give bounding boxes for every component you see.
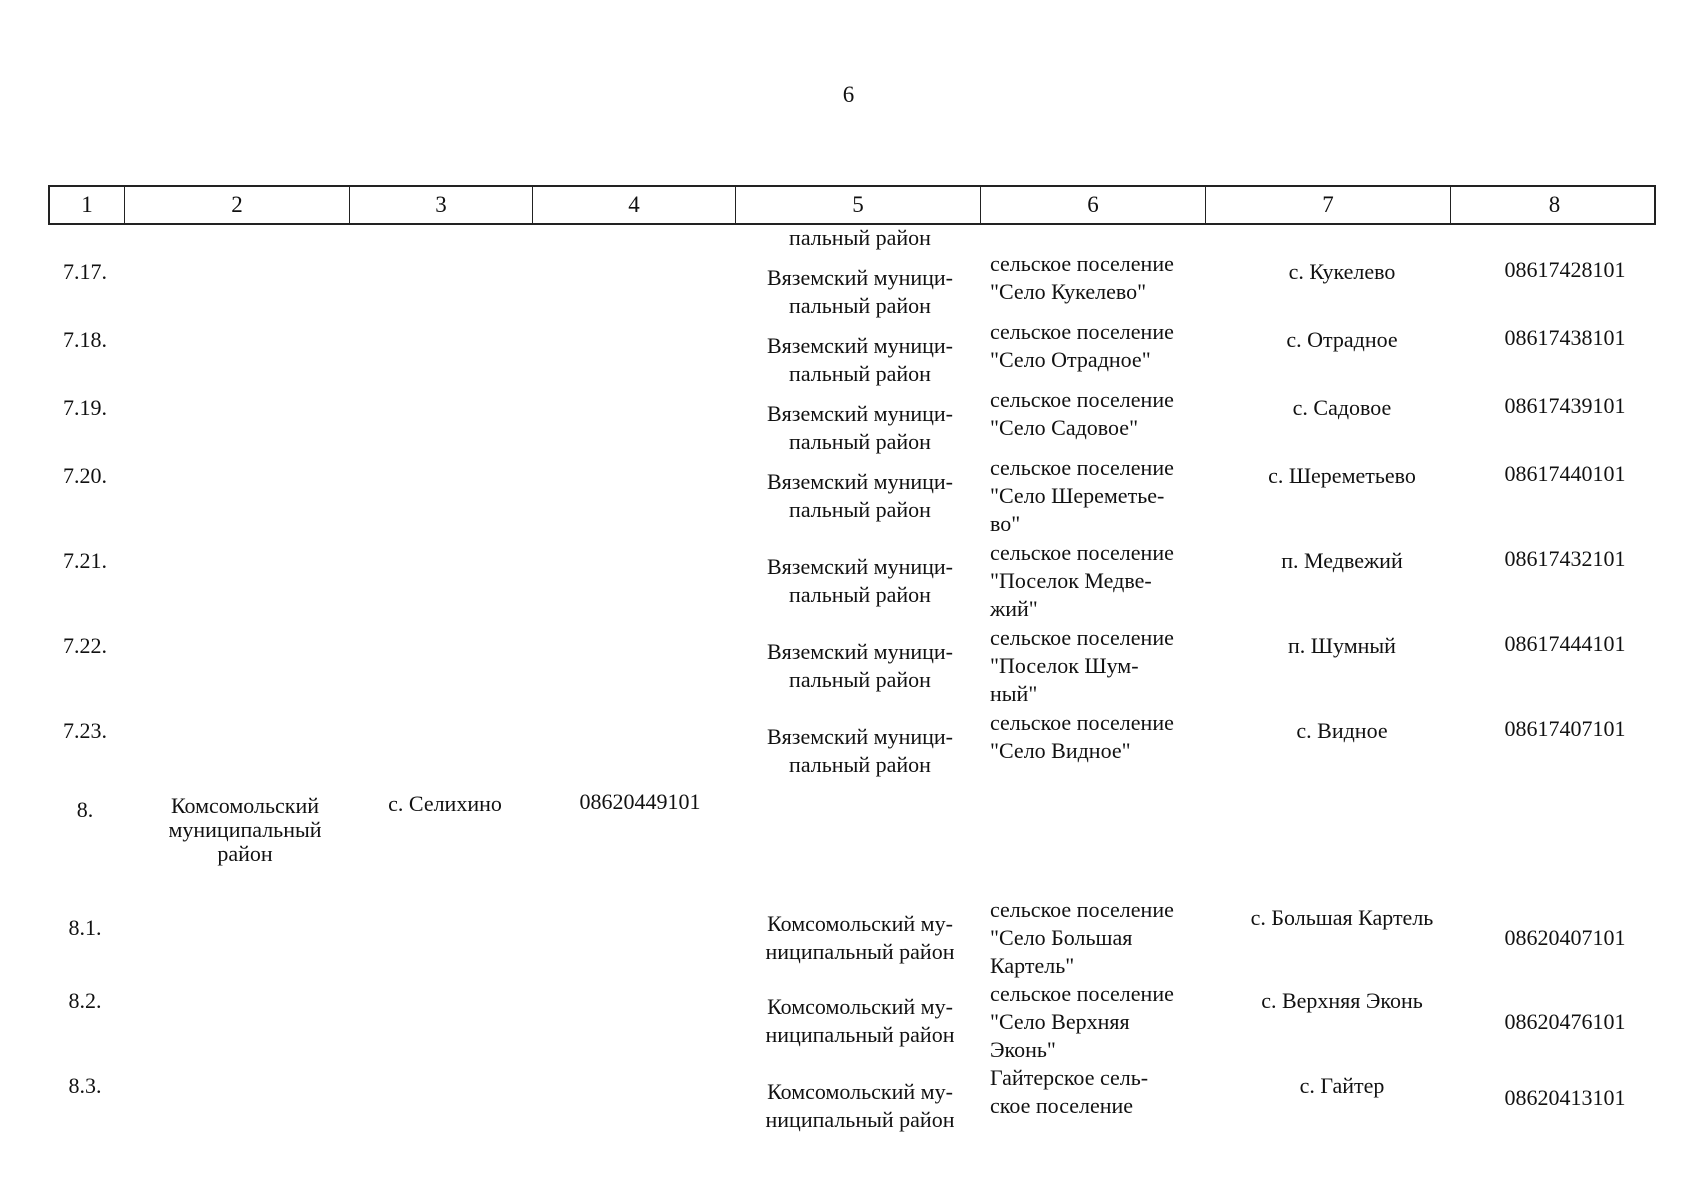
- district-cell: Вяземский муници- пальный район: [766, 639, 953, 692]
- row-number: 7.23.: [63, 718, 107, 743]
- locality-cell: с. Верхняя Эконь: [1261, 988, 1423, 1013]
- settlement-cell: сельское поселение "Село Шереметье- во": [990, 455, 1174, 536]
- row-number: 7.18.: [63, 327, 107, 352]
- locality-cell: с. Шереметьево: [1268, 463, 1416, 488]
- code-cell: 08620476101: [1504, 1009, 1626, 1034]
- district-code-cell: 08620449101: [579, 789, 701, 814]
- locality-cell: п. Медвежий: [1281, 548, 1403, 573]
- settlement-cell: сельское поселение "Село Отрадное": [990, 319, 1174, 372]
- column-header-4: 4: [533, 187, 736, 223]
- administrative-center-cell: с. Селихино: [388, 791, 502, 816]
- code-cell: 08617428101: [1504, 257, 1626, 282]
- locality-cell: п. Шумный: [1288, 633, 1396, 658]
- row-number: 8.1.: [68, 915, 102, 940]
- code-cell: 08620413101: [1504, 1085, 1626, 1110]
- row-number: 7.17.: [63, 259, 107, 284]
- table-header-row: [48, 185, 1656, 225]
- settlement-cell: сельское поселение "Село Большая Картель": [990, 897, 1174, 978]
- district-cell: Комсомольский му- ниципальный район: [765, 1079, 955, 1132]
- code-cell: 08617439101: [1504, 393, 1626, 418]
- column-header-1: 1: [50, 187, 125, 223]
- settlement-cell: сельское поселение "Село Видное": [990, 710, 1174, 763]
- code-cell: 08617438101: [1504, 325, 1626, 350]
- locality-cell: с. Садовое: [1292, 395, 1392, 420]
- row-number: 7.22.: [63, 633, 107, 658]
- district-cell: Вяземский муници- пальный район: [766, 554, 953, 607]
- locality-cell: с. Видное: [1296, 718, 1388, 743]
- code-cell: 08617444101: [1504, 631, 1626, 656]
- district-cell: Вяземский муници- пальный район: [766, 401, 953, 454]
- code-cell: 08620407101: [1504, 925, 1626, 950]
- district-cell: Вяземский муници- пальный район: [766, 469, 953, 522]
- continuation-text: пальный район: [789, 225, 931, 250]
- settlement-cell: сельское поселение "Село Садовое": [990, 387, 1174, 440]
- page-number: 6: [842, 82, 855, 107]
- settlement-cell: сельское поселение "Село Кукелево": [990, 251, 1174, 304]
- column-header-3: 3: [350, 187, 533, 223]
- settlement-cell: сельское поселение "Село Верхняя Эконь": [990, 981, 1174, 1062]
- row-number: 8.3.: [68, 1073, 102, 1098]
- column-header-5: 5: [736, 187, 981, 223]
- column-header-6: 6: [981, 187, 1206, 223]
- district-name-cell: Комсомольский муниципальный район: [168, 793, 322, 866]
- locality-cell: с. Большая Картель: [1250, 905, 1434, 930]
- locality-cell: с. Кукелево: [1288, 259, 1396, 284]
- code-cell: 08617407101: [1504, 716, 1626, 741]
- row-number: 7.20.: [63, 463, 107, 488]
- settlement-cell: сельское поселение "Поселок Шум- ный": [990, 625, 1174, 706]
- column-header-7: 7: [1206, 187, 1451, 223]
- district-cell: Комсомольский му- ниципальный район: [765, 994, 955, 1047]
- district-cell: Вяземский муници- пальный район: [766, 333, 953, 386]
- row-number: 7.21.: [63, 548, 107, 573]
- district-cell: Комсомольский му- ниципальный район: [765, 911, 955, 964]
- row-number: 8.: [76, 797, 94, 822]
- column-header-2: 2: [125, 187, 350, 223]
- district-cell: Вяземский муници- пальный район: [766, 265, 953, 318]
- code-cell: 08617440101: [1504, 461, 1626, 486]
- settlement-cell: Гайтерское сель- ское поселение: [990, 1065, 1149, 1118]
- row-number: 7.19.: [63, 395, 107, 420]
- row-number: 8.2.: [68, 988, 102, 1013]
- column-header-8: 8: [1548, 192, 1561, 217]
- locality-cell: с. Отрадное: [1286, 327, 1398, 352]
- locality-cell: с. Гайтер: [1299, 1073, 1385, 1098]
- district-cell: Вяземский муници- пальный район: [766, 724, 953, 777]
- settlement-cell: сельское поселение "Поселок Медве- жий": [990, 540, 1174, 621]
- code-cell: 08617432101: [1504, 546, 1626, 571]
